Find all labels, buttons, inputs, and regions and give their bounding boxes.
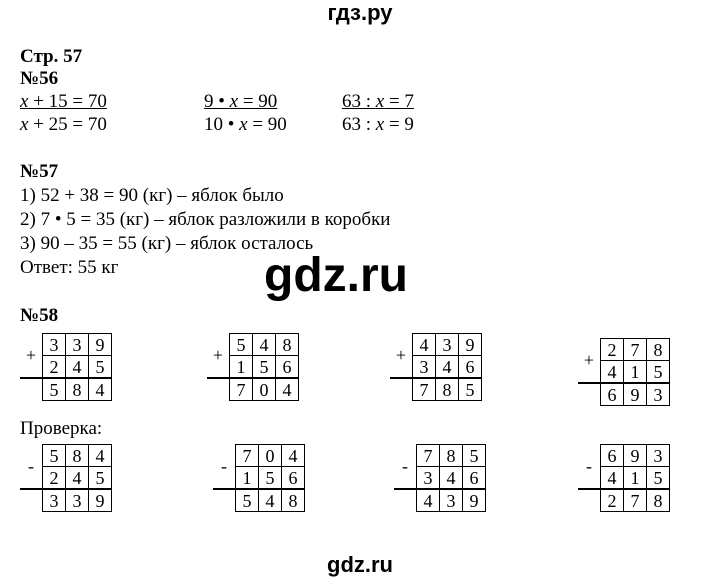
top-digit: 7 <box>624 339 647 361</box>
res-digit: 8 <box>647 489 670 512</box>
equation-3-rest: = 90 <box>238 91 278 112</box>
equation-4 <box>204 114 287 136</box>
mid-digit: 6 <box>463 467 486 490</box>
mid-digit: 4 <box>66 467 89 490</box>
equation-6-rest: = 9 <box>384 114 414 135</box>
equation-1 <box>20 91 107 113</box>
res-digit: 9 <box>463 489 486 512</box>
top-digit: 4 <box>253 334 276 356</box>
result-spacer <box>20 489 43 512</box>
res-digit: 7 <box>230 378 253 401</box>
res-digit: 9 <box>624 383 647 406</box>
res-digit: 7 <box>413 378 436 401</box>
operator-sign: + <box>20 334 43 379</box>
equation-6-left: 63 : <box>342 114 376 135</box>
mid-digit: 4 <box>440 467 463 490</box>
res-digit: 9 <box>89 489 112 512</box>
site-header-logo: гдз.ру <box>327 0 393 25</box>
mid-digit: 2 <box>43 467 66 490</box>
mid-digit: 2 <box>43 356 66 379</box>
result-spacer <box>578 383 601 406</box>
equation-2-var: x <box>20 114 29 135</box>
top-digit: 4 <box>282 445 305 467</box>
result-spacer <box>578 489 601 512</box>
top-digit: 6 <box>601 445 624 467</box>
top-digit: 5 <box>463 445 486 467</box>
check-column-3 <box>394 444 486 512</box>
check-column-1 <box>20 444 112 512</box>
task57-line-2: 2) 7 • 5 = 35 (кг) – яблок разложили в коробки <box>20 209 391 230</box>
operator-sign: + <box>578 339 601 384</box>
sum-column-3 <box>390 333 482 401</box>
res-digit: 8 <box>66 378 89 401</box>
equation-4-rest: = 90 <box>247 114 287 135</box>
mid-digit: 5 <box>647 361 670 384</box>
mid-digit: 1 <box>624 361 647 384</box>
equation-6-var: x <box>375 114 385 135</box>
res-digit: 4 <box>259 489 282 512</box>
mid-digit: 4 <box>436 356 459 379</box>
res-digit: 8 <box>436 378 459 401</box>
mid-digit: 4 <box>601 361 624 384</box>
check-column-4 <box>578 444 670 512</box>
res-digit: 3 <box>440 489 463 512</box>
res-digit: 3 <box>66 489 89 512</box>
top-digit: 0 <box>259 445 282 467</box>
top-digit: 3 <box>66 334 89 356</box>
equation-2-rest: + 25 = 70 <box>28 114 107 135</box>
equation-5-rest: = 7 <box>384 91 414 112</box>
task57-answer: Ответ: 55 кг <box>20 257 119 278</box>
res-digit: 0 <box>253 378 276 401</box>
result-spacer <box>213 489 236 512</box>
top-digit: 8 <box>647 339 670 361</box>
mid-digit: 3 <box>413 356 436 379</box>
res-digit: 4 <box>417 489 440 512</box>
res-digit: 5 <box>236 489 259 512</box>
sum-column-1 <box>20 333 112 401</box>
res-digit: 7 <box>624 489 647 512</box>
top-digit: 3 <box>436 334 459 356</box>
mid-digit: 4 <box>66 356 89 379</box>
mid-digit: 6 <box>282 467 305 490</box>
top-digit: 8 <box>66 445 89 467</box>
top-digit: 5 <box>230 334 253 356</box>
res-digit: 3 <box>43 489 66 512</box>
mid-digit: 5 <box>89 356 112 379</box>
mid-digit: 5 <box>253 356 276 379</box>
operator-sign: - <box>213 445 236 490</box>
top-digit: 9 <box>89 334 112 356</box>
task56-title: №56 <box>20 68 59 89</box>
top-digit: 7 <box>417 445 440 467</box>
equation-6 <box>342 114 414 136</box>
mid-digit: 1 <box>236 467 259 490</box>
res-digit: 4 <box>89 378 112 401</box>
res-digit: 4 <box>276 378 299 401</box>
res-digit: 6 <box>601 383 624 406</box>
mid-digit: 6 <box>459 356 482 379</box>
equation-3 <box>204 91 277 113</box>
res-digit: 2 <box>601 489 624 512</box>
res-digit: 5 <box>459 378 482 401</box>
operator-sign: + <box>390 334 413 379</box>
watermark: gdz.ru <box>264 249 408 302</box>
operator-sign: - <box>578 445 601 490</box>
task57-title: №57 <box>20 161 59 182</box>
mid-digit: 5 <box>259 467 282 490</box>
result-spacer <box>394 489 417 512</box>
result-spacer <box>20 378 43 401</box>
res-digit: 5 <box>43 378 66 401</box>
operator-sign: - <box>394 445 417 490</box>
operator-sign: + <box>207 334 230 379</box>
sum-column-4 <box>578 338 670 406</box>
sum-column-2 <box>207 333 299 401</box>
check-column-2 <box>213 444 305 512</box>
mid-digit: 4 <box>601 467 624 490</box>
top-digit: 5 <box>43 445 66 467</box>
task57-line-3: 3) 90 – 35 = 55 (кг) – яблок осталось <box>20 233 314 254</box>
equation-5 <box>342 91 414 113</box>
top-digit: 9 <box>459 334 482 356</box>
equation-5-var: x <box>375 91 385 112</box>
page-title: Стр. 57 <box>20 46 83 67</box>
top-digit: 4 <box>413 334 436 356</box>
task58-title: №58 <box>20 305 59 326</box>
result-spacer <box>390 378 413 401</box>
equation-5-left: 63 : <box>342 91 376 112</box>
mid-digit: 1 <box>230 356 253 379</box>
res-digit: 3 <box>647 383 670 406</box>
equation-1-rest: + 15 = 70 <box>28 91 107 112</box>
check-label: Проверка: <box>20 418 103 439</box>
top-digit: 8 <box>276 334 299 356</box>
top-digit: 4 <box>89 445 112 467</box>
top-digit: 3 <box>43 334 66 356</box>
top-digit: 9 <box>624 445 647 467</box>
equation-4-left: 10 • <box>204 114 240 135</box>
equation-1-var: x <box>20 91 29 112</box>
equation-2 <box>20 114 107 136</box>
top-digit: 2 <box>601 339 624 361</box>
footer-logo: gdz.ru <box>327 552 393 577</box>
top-digit: 7 <box>236 445 259 467</box>
equation-3-var: x <box>229 91 239 112</box>
result-spacer <box>207 378 230 401</box>
equation-3-left: 9 • <box>204 91 230 112</box>
mid-digit: 5 <box>647 467 670 490</box>
task57-line-1: 1) 52 + 38 = 90 (кг) – яблок было <box>20 185 284 206</box>
equation-4-var: x <box>239 114 248 135</box>
res-digit: 8 <box>282 489 305 512</box>
mid-digit: 5 <box>89 467 112 490</box>
operator-sign: - <box>20 445 43 490</box>
mid-digit: 1 <box>624 467 647 490</box>
mid-digit: 3 <box>417 467 440 490</box>
top-digit: 8 <box>440 445 463 467</box>
mid-digit: 6 <box>276 356 299 379</box>
top-digit: 3 <box>647 445 670 467</box>
